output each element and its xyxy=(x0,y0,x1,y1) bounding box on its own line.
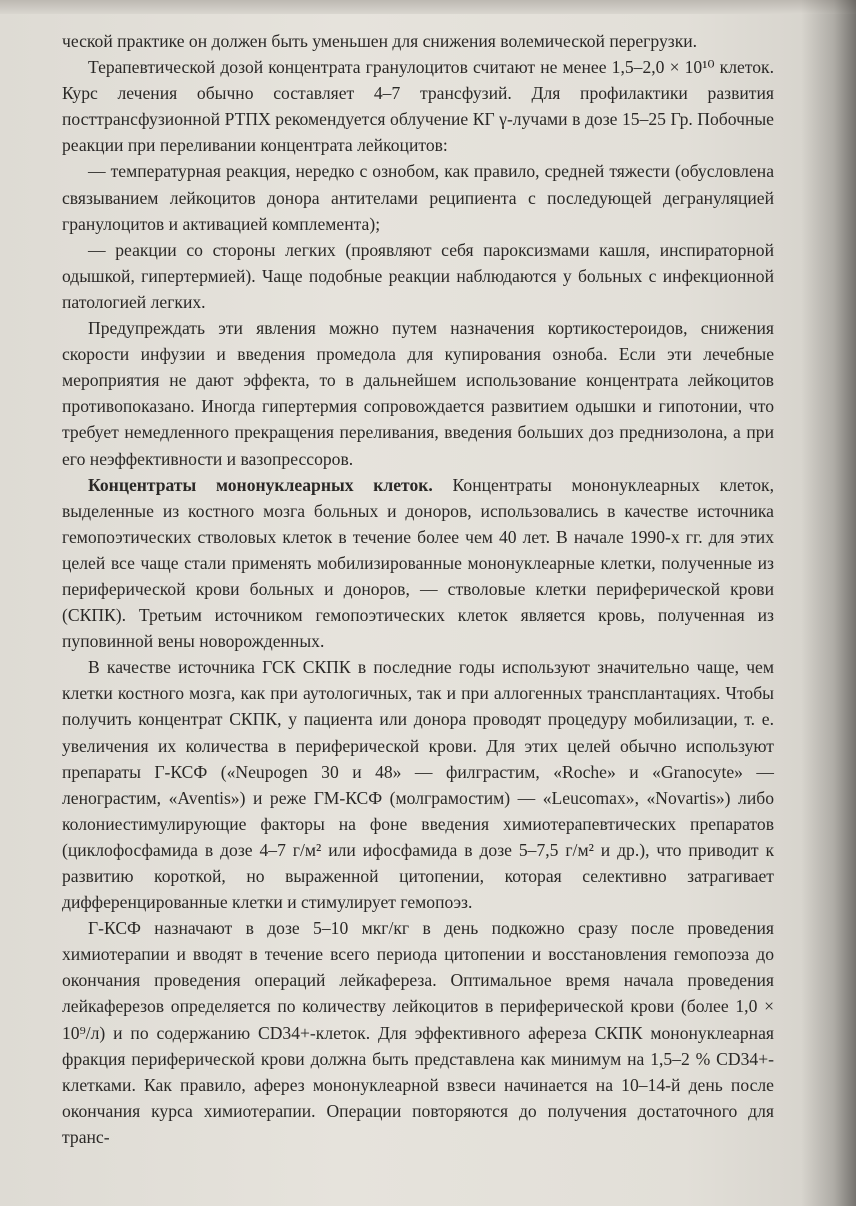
body-text xyxy=(62,28,774,1150)
binding-shadow xyxy=(801,0,856,1206)
paragraph xyxy=(62,472,774,655)
paragraph: — температурная реакция, нередко с ознобом, как правило, средней тяжести (обусловлена связыванием лейкоцитов донора антителами реципиента с последующей дегрануляцией гранулоцитов и активацией комплемента); xyxy=(62,161,774,234)
paragraph: В качестве источника ГСК СКПК в последние годы используют значительно чаще, чем клетки костного мозга, как при аутологичных, так и при аллогенных трансплантациях. Чтобы получить концентрат СКПК, у пациента или донора проводят процедуру мобилизации, т. е. увеличения их количества в периферической крови. Для этих целей обычно используют препараты Г-КСФ («Neupogen 30 и 48» — филграстим, «Roche» и «Granocyte» — ленограстим, «Aventis») и реже ГМ-КСФ (молграмостим) — «Leucomax», «Novartis») либо колониестимулирующие факторы на фоне введения химиотерапевтических препаратов (циклофосфамида в дозе 4–7 г/м² или ифосфамида в дозе 5–7,5 г/м² и др.), что приводит к развитию короткой, но выраженной цитопении, которая селективно затрагивает дифференцированные клетки и стимулирует гемопоэз. xyxy=(62,657,774,913)
paragraph-text: Концентраты мононуклеарных клеток, выделенные из костного мозга больных и доноров, использовались в качестве источника гемопоэтических стволовых клеток в течение более чем 40 лет. В начале 1990-х гг. для этих целей все чаще стали применять мобилизированные мононуклеарные клетки, полученные из периферической крови больных и доноров, — стволовые клетки периферической крови (СКПК). Третьим источником гемопоэтических клеток является кровь, полученная из пуповинной вены новорожденных. xyxy=(62,474,774,652)
page-top-edge xyxy=(0,0,856,14)
paragraph: Г-КСФ назначают в дозе 5–10 мкг/кг в день подкожно сразу после проведения химиотерапии и вводят в течение всего периода цитопении и восстановления гемопоэза до окончания проведения операций лейкафереза. Оптимальное время начала проведения лейкаферезов определяется по количеству лейкоцитов в периферической крови (более 1,0 × 10⁹/л) и по содержанию CD34+-клеток. Для эффективного афереза СКПК мононуклеарная фракция периферической крови должна быть представлена как минимум на 1,5–2 % CD34+-клетками. Как правило, аферез мононуклеарной взвеси начинается на 10–14-й день после окончания курса химиотерапии. Операции повторяются до получения достаточного для транс- xyxy=(62,918,774,1147)
paragraph: ческой практике он должен быть уменьшен для снижения волемической перегрузки. xyxy=(62,31,698,51)
section-heading: Концентраты мононуклеарных клеток. xyxy=(88,474,433,495)
paragraph: Терапевтической дозой концентрата гранулоцитов считают не менее 1,5–2,0 × 10¹⁰ клеток. Курс лечения обычно составляет 4–7 трансфузий. Для профилактики развития посттрансфузионной РТПХ рекомендуется облучение КГ γ-лучами в дозе 15–25 Гр. Побочные реакции при переливании концентрата лейкоцитов: xyxy=(62,57,774,156)
paragraph: Предупреждать эти явления можно путем назначения кортикостероидов, снижения скорости инфузии и введения промедола для купирования озноба. Если эти лечебные мероприятия не дают эффекта, то в дальнейшем использование концентрата лейкоцитов противопоказано. Иногда гипертермия сопровождается развитием одышки и гипотонии, что требует немедленного прекращения переливания, введения больших доз преднизолона, а при его неэффективности и вазопрессоров. xyxy=(62,318,774,469)
paragraph: — реакции со стороны легких (проявляют себя пароксизмами кашля, инспираторной одышкой, гипертермией). Чаще подобные реакции наблюдаются у больных с инфекционной патологией легких. xyxy=(62,239,774,312)
